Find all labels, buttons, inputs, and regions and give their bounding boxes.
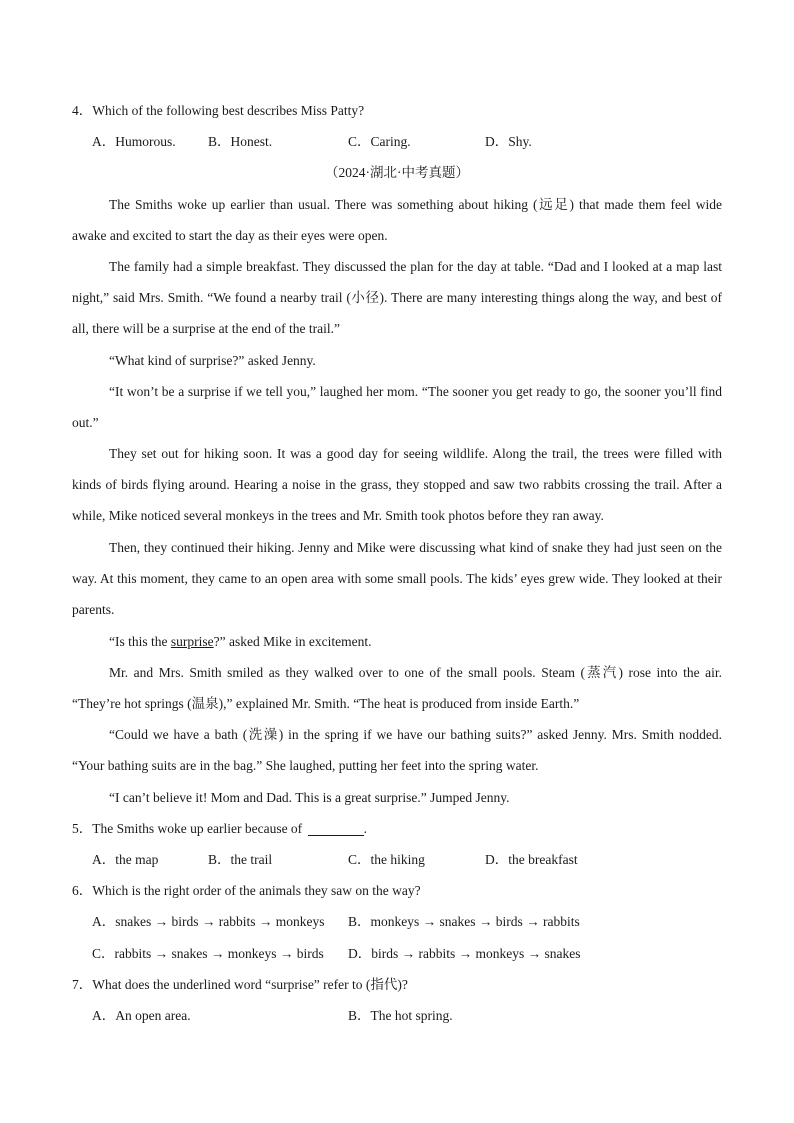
passage-paragraph-7 — [72, 626, 722, 657]
option-d: D．birds → rabbits → monkeys → snakes — [348, 946, 581, 961]
option-c: C．the hiking — [348, 852, 425, 867]
question-number: 6． — [72, 883, 93, 898]
option-d: D．the breakfast — [485, 852, 578, 867]
passage-paragraph-8: Mr. and Mrs. Smith smiled as they walked over to one of the small pools. Steam (蒸汽) rose into the air. “They’re hot springs (温泉),” explained Mr. Smith. “The heat is produced from inside Earth.” — [72, 665, 722, 712]
answer-blank[interactable] — [308, 821, 364, 836]
passage-paragraph-5: They set out for hiking soon. It was a good day for seeing wildlife. Along the trail, the trees were filled with kinds of birds flying around. Hearing a noise in the grass, they stopped and saw two rabbits crossing the trail. After a while, Mike noticed several monkeys in the trees and Mr. Smith took photos before they ran away. — [72, 446, 722, 524]
question-4 — [72, 95, 364, 126]
paragraph-text: “Is this the — [109, 634, 171, 649]
option-c: C．Caring. — [348, 134, 411, 149]
passage-paragraph-4: “It won’t be a surprise if we tell you,” laughed her mom. “The sooner you get ready to go, the sooner you’ll find out.” — [72, 384, 722, 431]
option-a: A．Humorous. — [92, 134, 176, 149]
option-d: D．Shy. — [485, 134, 532, 149]
option-a: A．the map — [92, 852, 159, 867]
passage-paragraph-6: Then, they continued their hiking. Jenny and Mike were discussing what kind of snake they had just seen on the way. At this moment, they came to an open area with some small pools. The kids’ eyes grew wide. They looked at their parents. — [72, 540, 722, 618]
question-number: 7． — [72, 977, 93, 992]
option-b: B．the trail — [208, 852, 273, 867]
question-stem-end: . — [363, 821, 367, 836]
paragraph-text: ?” asked Mike in excitement. — [213, 634, 372, 649]
question-5 — [72, 813, 367, 844]
passage-paragraph-2: The family had a simple breakfast. They discussed the plan for the day at table. “Dad and I looked at a map last night,” said Mrs. Smith. “We found a nearby trail (小径). There are many interesting things along the way, and best of all, there will be a surprise at the end of the trail.” — [72, 259, 722, 337]
question-stem: Which is the right order of the animals they saw on the way? — [92, 883, 421, 898]
option-b: B．monkeys → snakes → birds → rabbits — [348, 914, 580, 929]
passage-paragraph-9: “Could we have a bath (洗澡) in the spring if we have our bathing suits?” asked Jenny. Mrs. Smith nodded. “Your bathing suits are in the bag.” She laughed, putting her feet into the spring water. — [72, 727, 722, 774]
question-7 — [72, 969, 408, 1000]
option-c: C．rabbits → snakes → monkeys → birds — [92, 946, 324, 961]
option-a: A．An open area. — [92, 1008, 191, 1023]
question-number: 5． — [72, 821, 93, 836]
question-6 — [72, 875, 421, 906]
underlined-word-surprise: surprise — [170, 634, 214, 649]
option-b: B．Honest. — [208, 134, 273, 149]
option-a: A．snakes → birds → rabbits → monkeys — [92, 914, 325, 929]
passage-paragraph-10: “I can’t believe it! Mom and Dad. This is a great surprise.” Jumped Jenny. — [109, 790, 510, 805]
passage-source: （2024·湖北·中考真题） — [325, 165, 469, 180]
question-stem: The Smiths woke up earlier because of — [92, 821, 303, 836]
question-stem: Which of the following best describes Miss Patty? — [92, 103, 365, 118]
passage-paragraph-3: “What kind of surprise?” asked Jenny. — [109, 353, 316, 368]
option-b: B．The hot spring. — [348, 1008, 453, 1023]
question-number: 4． — [72, 103, 93, 118]
question-stem: What does the underlined word “surprise” refer to (指代)? — [92, 977, 408, 992]
passage-paragraph-1: The Smiths woke up earlier than usual. There was something about hiking (远足) that made them feel wide awake and excited to start the day as their eyes were open. — [72, 197, 722, 244]
